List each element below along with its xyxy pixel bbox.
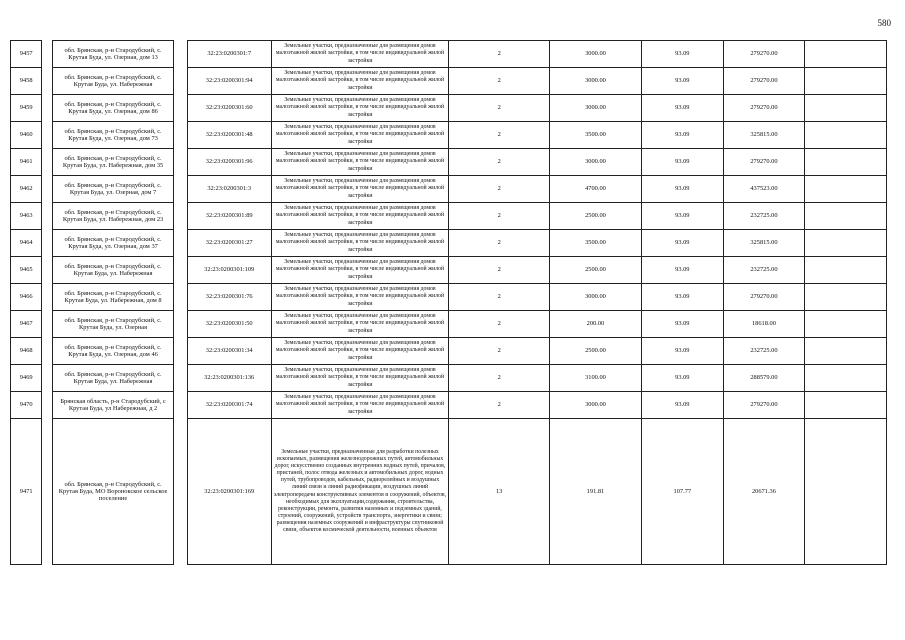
- spacer-cell: [174, 392, 188, 419]
- row-number-cell: 9468: [11, 338, 42, 365]
- land-use-description-cell: Земельные участки, предназначенные для размещения домов малоэтажной жилой застройки, в том числе индивидуальной жилой застройки: [271, 68, 449, 95]
- spacer-cell: [174, 365, 188, 392]
- spacer-cell: [42, 203, 52, 230]
- area-cell: 3000.00: [549, 95, 641, 122]
- area-cell: 2500.00: [549, 338, 641, 365]
- specific-value-cell: 93.09: [642, 392, 724, 419]
- specific-value-cell: 93.09: [642, 257, 724, 284]
- cadastral-value-cell: 279270.00: [723, 149, 805, 176]
- table-row: [11, 311, 887, 338]
- cadastral-value-cell: 325815.00: [723, 230, 805, 257]
- group-number-cell: 13: [449, 419, 549, 565]
- land-use-description-cell: Земельные участки, предназначенные для размещения домов малоэтажной жилой застройки, в том числе индивидуальной жилой застройки: [271, 257, 449, 284]
- address-cell: обл. Брянская, р-н Стародубский, с. Крутая Буда, ул. Набережная, дом 8: [52, 284, 173, 311]
- group-number-cell: 2: [449, 392, 549, 419]
- land-use-description-cell: Земельные участки, предназначенные для размещения домов малоэтажной жилой застройки, в том числе индивидуальной жилой застройки: [271, 284, 449, 311]
- cadastral-value-cell: 325815.00: [723, 122, 805, 149]
- area-cell: 3000.00: [549, 68, 641, 95]
- area-cell: 2500.00: [549, 257, 641, 284]
- row-number-cell: 9457: [11, 41, 42, 68]
- page-number: 580: [877, 18, 891, 28]
- specific-value-cell: 93.09: [642, 284, 724, 311]
- group-number-cell: 2: [449, 149, 549, 176]
- specific-value-cell: 93.09: [642, 122, 724, 149]
- cadastral-number-cell: 32:23:0200301:109: [187, 257, 271, 284]
- group-number-cell: 2: [449, 284, 549, 311]
- spacer-cell: [42, 311, 52, 338]
- spacer-cell: [174, 338, 188, 365]
- row-number-cell: 9467: [11, 311, 42, 338]
- group-number-cell: 2: [449, 203, 549, 230]
- address-cell: обл. Брянская, р-н Стародубский, с. Крутая Буда, МО Воронокское сельское поселение: [52, 419, 173, 565]
- address-cell: обл. Брянская, р-н Стародубский, с. Крутая Буда, ул. Озерная, дом 73: [52, 122, 173, 149]
- area-cell: 3500.00: [549, 122, 641, 149]
- land-use-description-cell: Земельные участки, предназначенные для размещения домов малоэтажной жилой застройки, в том числе индивидуальной жилой застройки: [271, 392, 449, 419]
- address-cell: обл. Брянская, р-н Стародубский, с. Крутая Буда, ул. Озерная, дом 37: [52, 230, 173, 257]
- registry-body: [11, 41, 887, 565]
- cadastral-value-cell: 437523.00: [723, 176, 805, 203]
- trailing-cell: [805, 230, 887, 257]
- address-cell: обл. Брянская, р-н Стародубский, с. Крутая Буда, ул. Набережная, дом 35: [52, 149, 173, 176]
- row-number-cell: 9469: [11, 365, 42, 392]
- spacer-cell: [42, 284, 52, 311]
- cadastral-number-cell: 32:23:0200301:136: [187, 365, 271, 392]
- cadastral-number-cell: 32:23:0200301:60: [187, 95, 271, 122]
- group-number-cell: 2: [449, 338, 549, 365]
- specific-value-cell: 93.09: [642, 41, 724, 68]
- spacer-cell: [174, 149, 188, 176]
- land-use-description-cell: Земельные участки, предназначенные для размещения домов малоэтажной жилой застройки, в том числе индивидуальной жилой застройки: [271, 365, 449, 392]
- area-cell: 3000.00: [549, 392, 641, 419]
- row-number-cell: 9463: [11, 203, 42, 230]
- land-use-description-cell: Земельные участки, предназначенные для размещения домов малоэтажной жилой застройки, в том числе индивидуальной жилой застройки: [271, 41, 449, 68]
- land-use-description-cell: Земельные участки, предназначенные для разработки полезных ископаемых, размещения железнодорожных путей, автомобильных дорог, искусственно созданных внутренних водных путей, причалов, пристаней, полос отвода железных и автомобильных дорог, водных путей, трубопроводов, кабельных, радиорелейных и воздушных линий связи и линий радиофикации, воздушных линий электропередачи конструктивных элементов и сооружений, объектов, необходимых для эксплуатации,содержания, строительства, реконструкции, ремонта, развития наземных и подземных зданий, строений, сооружений, устройств транспорта, энергетики и связи; размещения наземных сооружений и инфраструктуры спутниковой связи, объектов космической деятельности, военных объектов: [271, 419, 449, 565]
- cadastral-value-cell: 20671.36: [723, 419, 805, 565]
- cadastral-number-cell: 32:23:0200301:50: [187, 311, 271, 338]
- row-number-cell: 9471: [11, 419, 42, 565]
- spacer-cell: [174, 284, 188, 311]
- spacer-cell: [42, 257, 52, 284]
- trailing-cell: [805, 203, 887, 230]
- row-number-cell: 9459: [11, 95, 42, 122]
- spacer-cell: [42, 392, 52, 419]
- address-cell: обл. Брянская, р-н Стародубский, с. Крутая Буда, ул. Озерная, дом 86: [52, 95, 173, 122]
- table-row: [11, 176, 887, 203]
- row-number-cell: 9461: [11, 149, 42, 176]
- table-row: [11, 68, 887, 95]
- group-number-cell: 2: [449, 176, 549, 203]
- specific-value-cell: 107.77: [642, 419, 724, 565]
- cadastral-number-cell: 32:23:0200301:27: [187, 230, 271, 257]
- group-number-cell: 2: [449, 257, 549, 284]
- land-use-description-cell: Земельные участки, предназначенные для размещения домов малоэтажной жилой застройки, в том числе индивидуальной жилой застройки: [271, 95, 449, 122]
- specific-value-cell: 93.09: [642, 149, 724, 176]
- address-cell: обл. Брянская, р-н Стародубский, с. Крутая Буда, ул. Набережная, дом 23: [52, 203, 173, 230]
- trailing-cell: [805, 68, 887, 95]
- group-number-cell: 2: [449, 95, 549, 122]
- row-number-cell: 9464: [11, 230, 42, 257]
- address-cell: обл. Брянская, р-н Стародубский, с. Крутая Буда, ул. Набережная: [52, 257, 173, 284]
- specific-value-cell: 93.09: [642, 203, 724, 230]
- table-row: [11, 149, 887, 176]
- trailing-cell: [805, 41, 887, 68]
- specific-value-cell: 93.09: [642, 365, 724, 392]
- spacer-cell: [174, 95, 188, 122]
- row-number-cell: 9466: [11, 284, 42, 311]
- cadastral-number-cell: 32:23:0200301:3: [187, 176, 271, 203]
- cadastral-number-cell: 32:23:0200301:74: [187, 392, 271, 419]
- area-cell: 191.81: [549, 419, 641, 565]
- area-cell: 3100.00: [549, 365, 641, 392]
- trailing-cell: [805, 95, 887, 122]
- trailing-cell: [805, 149, 887, 176]
- area-cell: 3000.00: [549, 41, 641, 68]
- table-row: [11, 41, 887, 68]
- specific-value-cell: 93.09: [642, 68, 724, 95]
- area-cell: 3000.00: [549, 149, 641, 176]
- group-number-cell: 2: [449, 230, 549, 257]
- trailing-cell: [805, 338, 887, 365]
- land-use-description-cell: Земельные участки, предназначенные для размещения домов малоэтажной жилой застройки, в том числе индивидуальной жилой застройки: [271, 149, 449, 176]
- cadastral-value-cell: 279270.00: [723, 68, 805, 95]
- address-cell: Брянская область, р-н Стародубский, с Крутая Буда, ул Набережная, д 2: [52, 392, 173, 419]
- spacer-cell: [174, 176, 188, 203]
- row-number-cell: 9465: [11, 257, 42, 284]
- trailing-cell: [805, 311, 887, 338]
- address-cell: обл. Брянская, р-н Стародубский, с. Крутая Буда, ул. Озерная, дом 13: [52, 41, 173, 68]
- group-number-cell: 2: [449, 41, 549, 68]
- cadastral-number-cell: 32:23:0200301:34: [187, 338, 271, 365]
- address-cell: обл. Брянская, р-н Стародубский, с. Крутая Буда, ул. Озерная: [52, 311, 173, 338]
- group-number-cell: 2: [449, 311, 549, 338]
- address-cell: обл. Брянская, р-н Стародубский, с. Крутая Буда, ул. Озерная, дом 46: [52, 338, 173, 365]
- table-row: [11, 230, 887, 257]
- spacer-cell: [174, 41, 188, 68]
- row-number-cell: 9458: [11, 68, 42, 95]
- table-row: [11, 122, 887, 149]
- trailing-cell: [805, 365, 887, 392]
- table-row: [11, 95, 887, 122]
- table-row: [11, 338, 887, 365]
- table-row: [11, 203, 887, 230]
- cadastral-number-cell: 32:23:0200301:169: [187, 419, 271, 565]
- table-row: [11, 257, 887, 284]
- specific-value-cell: 93.09: [642, 311, 724, 338]
- cadastral-value-cell: 279270.00: [723, 41, 805, 68]
- spacer-cell: [42, 41, 52, 68]
- cadastral-number-cell: 32:23:0200301:48: [187, 122, 271, 149]
- spacer-cell: [174, 203, 188, 230]
- group-number-cell: 2: [449, 365, 549, 392]
- cadastral-number-cell: 32:23:0200301:96: [187, 149, 271, 176]
- cadastral-value-cell: 18618.00: [723, 311, 805, 338]
- cadastral-registry-table: [10, 40, 887, 565]
- spacer-cell: [42, 149, 52, 176]
- specific-value-cell: 93.09: [642, 230, 724, 257]
- cadastral-value-cell: 279270.00: [723, 95, 805, 122]
- land-use-description-cell: Земельные участки, предназначенные для размещения домов малоэтажной жилой застройки, в том числе индивидуальной жилой застройки: [271, 338, 449, 365]
- spacer-cell: [42, 176, 52, 203]
- table-row: [11, 419, 887, 565]
- trailing-cell: [805, 419, 887, 565]
- area-cell: 2500.00: [549, 203, 641, 230]
- spacer-cell: [42, 230, 52, 257]
- spacer-cell: [42, 365, 52, 392]
- spacer-cell: [42, 419, 52, 565]
- address-cell: обл. Брянская, р-н Стародубский, с. Крутая Буда, ул. Набережная: [52, 365, 173, 392]
- area-cell: 200.00: [549, 311, 641, 338]
- cadastral-value-cell: 279270.00: [723, 392, 805, 419]
- specific-value-cell: 93.09: [642, 176, 724, 203]
- spacer-cell: [174, 68, 188, 95]
- land-use-description-cell: Земельные участки, предназначенные для размещения домов малоэтажной жилой застройки, в том числе индивидуальной жилой застройки: [271, 176, 449, 203]
- table-row: [11, 284, 887, 311]
- land-use-description-cell: Земельные участки, предназначенные для размещения домов малоэтажной жилой застройки, в том числе индивидуальной жилой застройки: [271, 311, 449, 338]
- spacer-cell: [42, 68, 52, 95]
- cadastral-number-cell: 32:23:0200301:76: [187, 284, 271, 311]
- area-cell: 4700.00: [549, 176, 641, 203]
- address-cell: обл. Брянская, р-н Стародубский, с. Крутая Буда, ул. Озерная, дом 7: [52, 176, 173, 203]
- spacer-cell: [42, 338, 52, 365]
- trailing-cell: [805, 122, 887, 149]
- land-use-description-cell: Земельные участки, предназначенные для размещения домов малоэтажной жилой застройки, в том числе индивидуальной жилой застройки: [271, 203, 449, 230]
- trailing-cell: [805, 176, 887, 203]
- land-use-description-cell: Земельные участки, предназначенные для размещения домов малоэтажной жилой застройки, в том числе индивидуальной жилой застройки: [271, 122, 449, 149]
- row-number-cell: 9470: [11, 392, 42, 419]
- trailing-cell: [805, 392, 887, 419]
- trailing-cell: [805, 257, 887, 284]
- cadastral-value-cell: 232725.00: [723, 338, 805, 365]
- table-row: [11, 365, 887, 392]
- spacer-cell: [42, 122, 52, 149]
- cadastral-number-cell: 32:23:0200301:94: [187, 68, 271, 95]
- row-number-cell: 9460: [11, 122, 42, 149]
- cadastral-number-cell: 32:23:0200301:7: [187, 41, 271, 68]
- area-cell: 3000.00: [549, 284, 641, 311]
- area-cell: 3500.00: [549, 230, 641, 257]
- cadastral-number-cell: 32:23:0200301:89: [187, 203, 271, 230]
- specific-value-cell: 93.09: [642, 338, 724, 365]
- trailing-cell: [805, 284, 887, 311]
- land-use-description-cell: Земельные участки, предназначенные для размещения домов малоэтажной жилой застройки, в том числе индивидуальной жилой застройки: [271, 230, 449, 257]
- cadastral-value-cell: 288579.00: [723, 365, 805, 392]
- group-number-cell: 2: [449, 122, 549, 149]
- spacer-cell: [174, 257, 188, 284]
- spacer-cell: [174, 122, 188, 149]
- cadastral-value-cell: 232725.00: [723, 203, 805, 230]
- table-row: [11, 392, 887, 419]
- specific-value-cell: 93.09: [642, 95, 724, 122]
- row-number-cell: 9462: [11, 176, 42, 203]
- spacer-cell: [174, 230, 188, 257]
- spacer-cell: [42, 95, 52, 122]
- cadastral-value-cell: 232725.00: [723, 257, 805, 284]
- cadastral-value-cell: 279270.00: [723, 284, 805, 311]
- address-cell: обл. Брянская, р-н Стародубский, с. Крутая Буда, ул. Набережная: [52, 68, 173, 95]
- group-number-cell: 2: [449, 68, 549, 95]
- spacer-cell: [174, 419, 188, 565]
- spacer-cell: [174, 311, 188, 338]
